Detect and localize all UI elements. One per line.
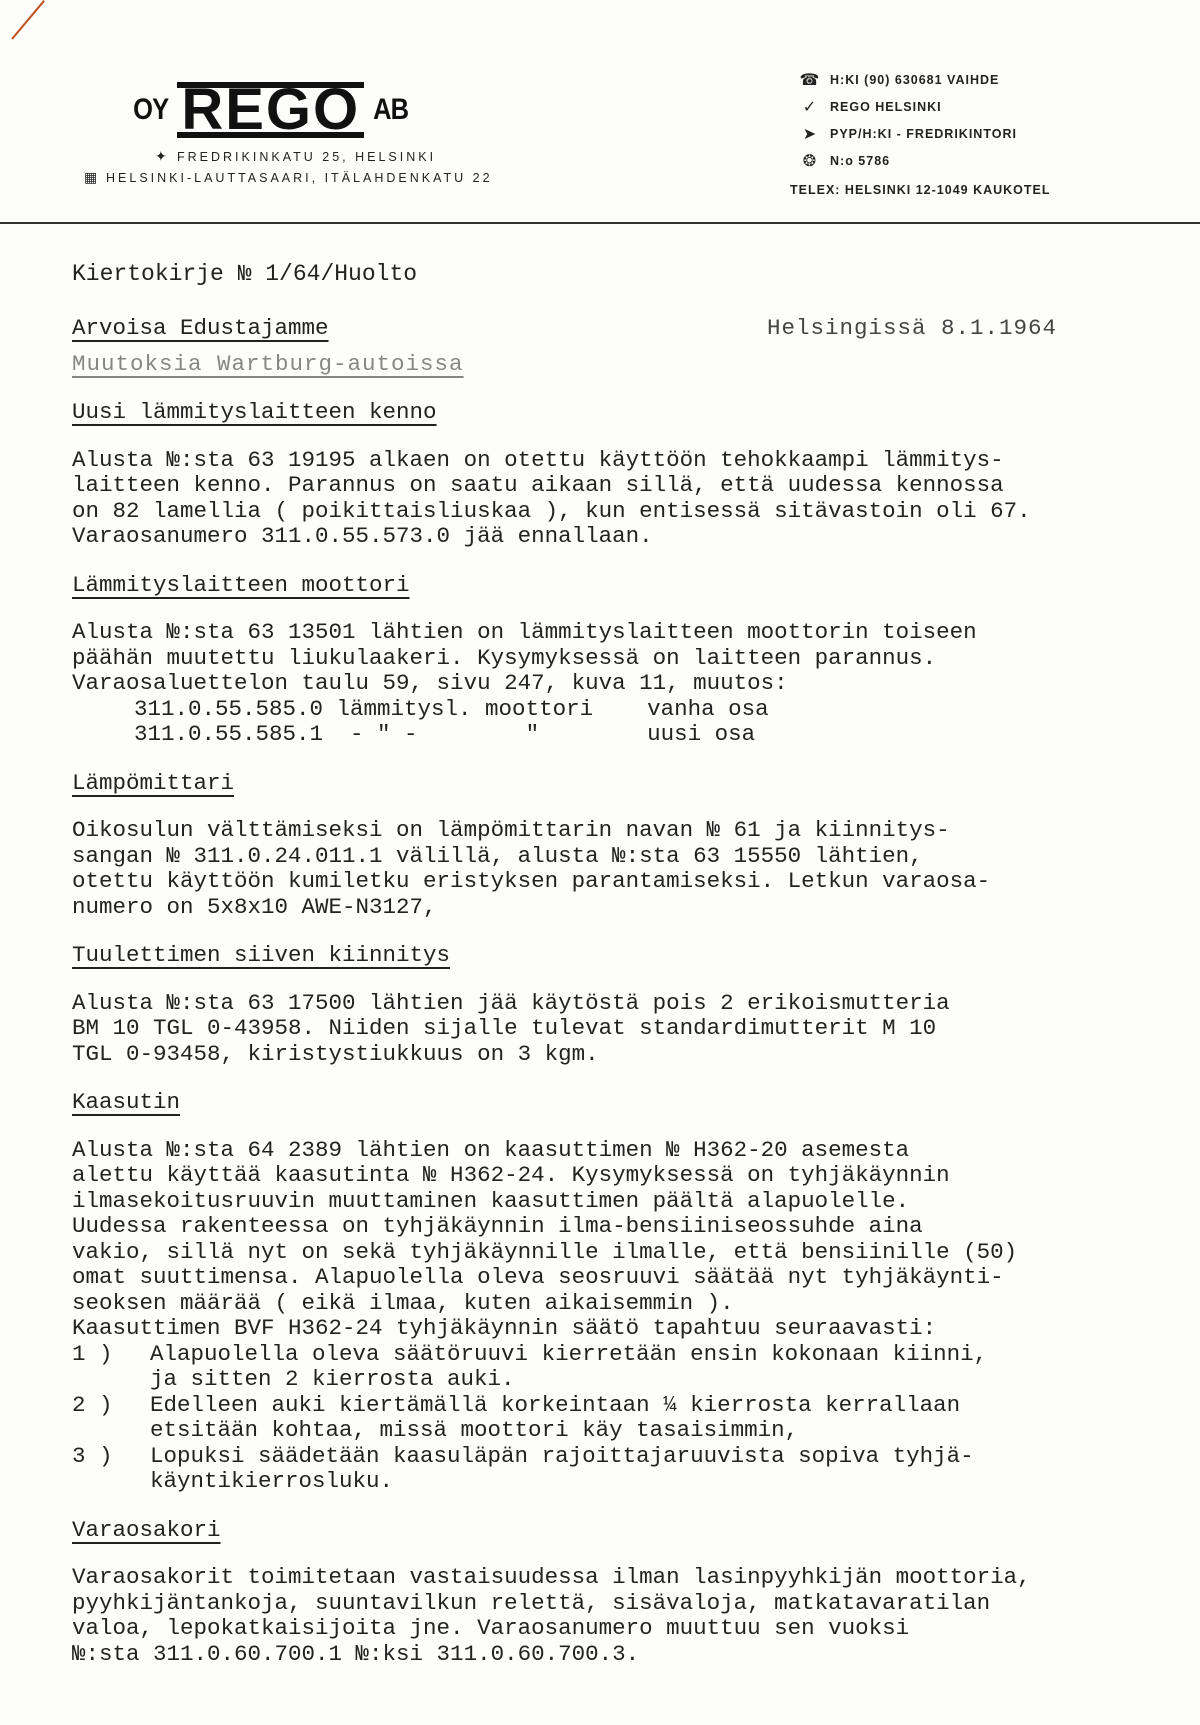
text-line: Uudessa rakenteessa on tyhjäkäynnin ilma-bensiiniseossuhde aina <box>72 1213 923 1239</box>
text-line: Alusta №:sta 63 19195 alkaen on otettu käyttöön tehokkaampi lämmitys- <box>72 446 1004 473</box>
text-line: Varaosanumero 311.0.55.573.0 jää ennallaan. <box>72 523 653 549</box>
section-heading: Lämmityslaitteen moottori <box>72 571 410 598</box>
section-carburetor <box>72 1090 1172 1495</box>
part-number-line: 311.0.55.585.1 - " - " uusi osa <box>134 721 756 747</box>
logo-name: REGO <box>177 82 364 138</box>
section-heading: Uusi lämmityslaitteen kenno <box>72 399 437 425</box>
text-line: pyyhkijäntankoja, suuntavilkun relettä, sisävaloja, matkatavaratilan <box>72 1589 991 1616</box>
text-line: valoa, lepokatkaisijoita jne. Varaosanumero muuttuu sen vuoksi <box>72 1615 910 1641</box>
text-line: Alusta №:sta 63 17500 lähtien jää käytöstä pois 2 erikoismutteria <box>72 989 950 1016</box>
text-line: BM 10 TGL 0-43958. Niiden sijalle tulevat standardimutterit M 10 <box>72 1015 937 1041</box>
step-text: Alapuolella oleva säätöruuvi kierretään ensin kokonaan kiinni, ja sitten 2 kierrosta auki. <box>150 1340 988 1392</box>
text-line: Kaasuttimen BVF H362-24 tyhjäkäynnin säätö tapahtuu seuraavasti: <box>72 1315 937 1341</box>
header-divider <box>0 222 1200 224</box>
list-item <box>72 1342 1172 1393</box>
address-line-1: ✦ FREDRIKINKATU 25, HELSINKI <box>155 148 437 164</box>
letter-date: Helsingissä 8.1.1964 <box>767 314 1058 341</box>
text-line: omat suuttimensa. Alapuolella oleva seosruuvi säätää nyt tyhjäkäynti- <box>72 1264 1004 1290</box>
telephone-icon: ☎ <box>799 71 821 89</box>
text-line: TGL 0-93458, kiristystiukkuus on 3 kgm. <box>72 1040 599 1067</box>
section-heading: Lämpömittari <box>72 769 235 796</box>
text-line: №:sta 311.0.60.700.1 №:ksi 311.0.60.700.3. <box>72 1640 640 1667</box>
text-line: on 82 lamellia ( poikittaisliuskaa ), kun entisessä sitävastoin oli 67. <box>72 497 1031 524</box>
contact-telegram: ✓ REGO HELSINKI <box>790 93 1051 120</box>
part-number-line: 311.0.55.585.0 lämmitysl. moottori vanha osa <box>134 695 769 722</box>
section-heading: Tuulettimen siiven kiinnitys <box>72 942 451 968</box>
section-fan-blade <box>72 943 1172 1067</box>
text-line: alettu käyttää kaasutinta № H362-24. Kysymyksessä on tyhjäkäynnin <box>72 1162 950 1188</box>
list-item <box>72 1444 1172 1495</box>
text-line: vakio, sillä nyt on sekä tyhjäkäynnille ilmalle, että bensiinille (50) <box>72 1238 1018 1265</box>
step-number: 3 ) <box>72 1442 113 1469</box>
telegram-icon: ✓ <box>802 98 818 116</box>
section-heater-motor <box>72 573 1172 748</box>
salutation-row <box>72 316 1172 344</box>
company-logo <box>130 77 412 142</box>
step-text: Lopuksi säädetään kaasuläpän rajoittajaruuvista sopiva tyhjä- käyntikierrosluku. <box>150 1442 974 1494</box>
list-item <box>72 1393 1172 1444</box>
step-text: Edelleen auki kiertämällä korkeintaan ¼ kierrosta kerrallaan etsitään kohtaa, missä moottori käy tasaisimmin, <box>150 1391 961 1443</box>
adjustment-steps <box>72 1342 1172 1495</box>
text-line: Varaosakorit toimitetaan vastaisuudessa ilman lasinpyyhkijän moottoria, <box>72 1564 1031 1590</box>
building-icon: ▦ <box>84 169 98 185</box>
text-line: sangan № 311.0.24.011.1 välillä, alusta №:sta 63 15550 lähtien, <box>72 842 923 869</box>
postal-account-icon: ❂ <box>802 152 818 170</box>
address-line-2: ▦ HELSINKI-LAUTTASAARI, ITÄLAHDENKATU 22 <box>84 169 493 185</box>
section-heading: Varaosakori <box>72 1516 221 1543</box>
section-spare-body <box>72 1518 1172 1668</box>
contact-phone: ☎ H:KI (90) 630681 VAIHDE <box>790 66 1051 93</box>
text-line: Alusta №:sta 63 13501 lähtien on lämmityslaitteen moottorin toiseen <box>72 619 977 645</box>
text-line: laitteen kenno. Parannus on saatu aikaan sillä, että uudessa kennossa <box>72 472 1004 498</box>
text-line: Oikosulun välttämiseksi on lämpömittarin navan № 61 ja kiinnitys- <box>72 817 950 843</box>
bird-icon: ✦ <box>155 148 167 164</box>
bank-icon: ➤ <box>802 125 818 143</box>
step-number: 2 ) <box>72 1391 113 1418</box>
letter-body <box>72 262 1172 1667</box>
contact-info <box>790 66 1051 203</box>
circular-number: Kiertokirje № 1/64/Huolto <box>72 261 418 287</box>
salutation: Arvoisa Edustajamme <box>72 314 329 341</box>
text-line: numero on 5x8x10 AWE-N3127, <box>72 893 437 920</box>
section-thermometer <box>72 771 1172 921</box>
section-heater-core <box>72 400 1172 550</box>
text-line: Varaosaluettelon taulu 59, sivu 247, kuva 11, muutos: <box>72 670 788 696</box>
contact-postal-account: ❂ N:o 5786 <box>790 147 1051 174</box>
section-heading: Kaasutin <box>72 1089 181 1115</box>
text-line: ilmasekoitusruuvin muuttaminen kaasuttimen päältä alapuolelle. <box>72 1187 910 1214</box>
text-line: seoksen määrää ( eikä ilmaa, kuten aikaisemmin ). <box>72 1289 734 1316</box>
contact-bank: ➤ PYP/H:KI - FREDRIKINTORI <box>790 120 1051 147</box>
text-line: päähän muutettu liukulaakeri. Kysymyksessä on laitteen parannus. <box>72 644 937 671</box>
logo-suffix: AB <box>373 93 409 126</box>
pen-mark <box>11 0 45 40</box>
subject-line: Muutoksia Wartburg-autoissa <box>72 350 464 377</box>
step-number: 1 ) <box>72 1340 113 1367</box>
text-line: otettu käyttöön kumiletku eristyksen parantamiseksi. Letkun varaosa- <box>72 868 991 894</box>
logo-prefix: OY <box>133 93 169 126</box>
text-line: Alusta №:sta 64 2389 lähtien on kaasuttimen № H362-20 asemesta <box>72 1136 910 1163</box>
contact-telex: TELEX: HELSINKI 12-1049 KAUKOTEL <box>790 182 1051 197</box>
